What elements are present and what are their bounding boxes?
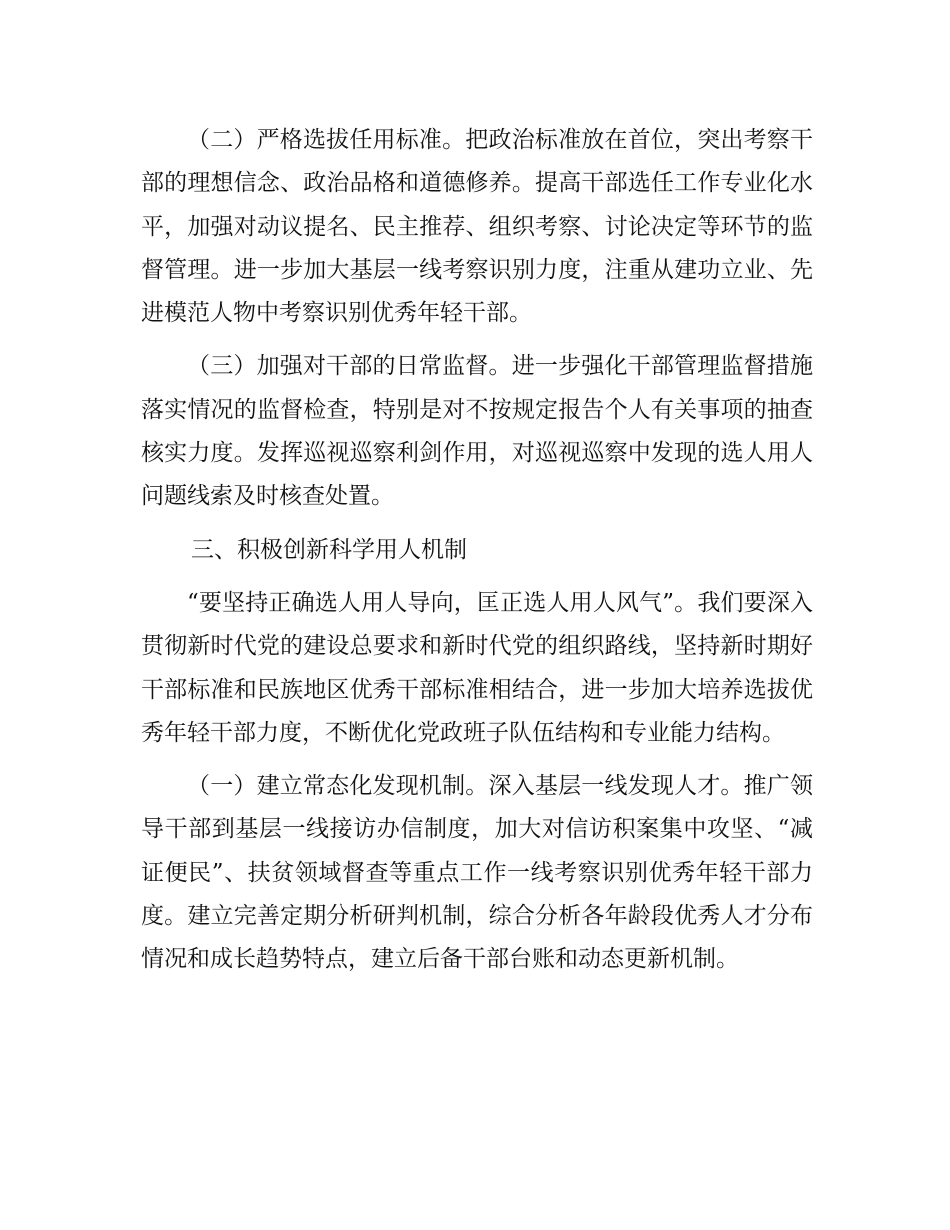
section-heading-3: 三、积极创新科学用人机制 [191,536,467,563]
paragraph-section-3-1: （一）建立常态化发现机制。深入基层一线发现人才。推广领导干部到基层一线接访办信制度，加大对信访积案集中攻坚、“减证便民”、扶贫领域督查等重点工作一线考察识别优秀年轻干部力度。建立完善定期分析研判机制，综合分析各年龄段优秀人才分布情况和成长趋势特点，建立后备干部台账和动态更新机制。 [141,773,813,973]
paragraph-section-3-intro: “要坚持正确选人用人导向，匡正选人用人风气”。我们要深入贯彻新时代党的建设总要求和新时代党的组织路线，坚持新时期好干部标准和民族地区优秀干部标准相结合，进一步加大培养选拔优秀年轻干部力度，不断优化党政班子队伍结构和专业能力结构。 [141,589,813,746]
paragraph-section-2-2: （二）严格选拔任用标准。把政治标准放在首位，突出考察干部的理想信念、政治品格和道德修养。提高干部选任工作专业化水平，加强对动议提名、民主推荐、组织考察、讨论决定等环节的监督管理。进一步加大基层一线考察识别力度，注重从建功立业、先进模范人物中考察识别优秀年轻干部。 [141,127,813,327]
paragraph-section-2-3: （三）加强对干部的日常监督。进一步强化干部管理监督措施落实情况的监督检查，特别是对不按规定报告个人有关事项的抽查核实力度。发挥巡视巡察利剑作用，对巡视巡察中发现的选人用人问题线索及时核查处置。 [141,353,813,510]
document-body [141,119,813,992]
